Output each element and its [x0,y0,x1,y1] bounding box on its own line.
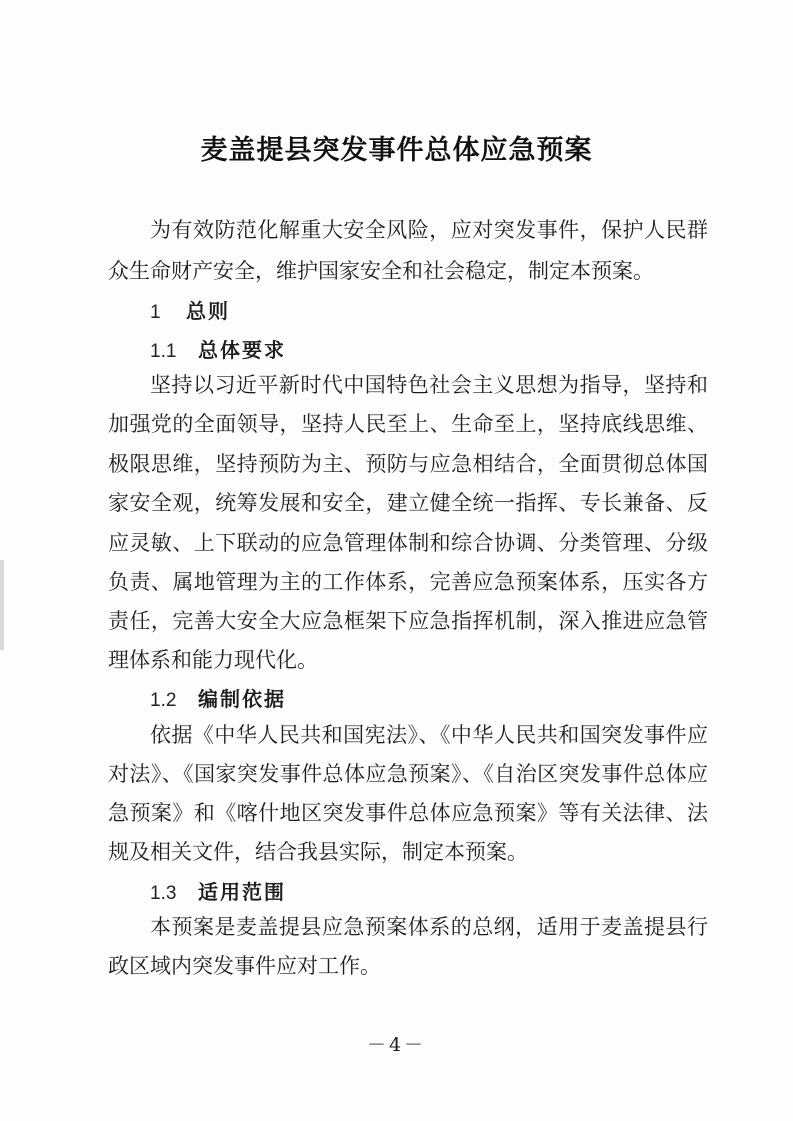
section-number: 1.2 [150,690,177,711]
scan-edge-mark [0,560,4,650]
section-heading-1-3 [150,876,286,910]
section-number: 1.3 [150,883,177,904]
paragraph-line: 政区域内突发事件应对工作。 [108,954,381,978]
paragraph-line: 本预案是麦盖提县应急预案体系的总纲，适用于麦盖提县行 [150,915,708,939]
paragraph-line: 责任，完善大安全大应急框架下应急指挥机制，深入推进应急管 [108,609,708,633]
section-title: 总则 [186,299,230,323]
paragraph-line: 理体系和能力现代化。 [108,648,318,672]
paragraph-line: 对法》、《国家突发事件总体应急预案》、《自治区突发事件总体应 [108,762,708,786]
paragraph-line: 规及相关文件，结合我县实际，制定本预案。 [108,840,528,864]
paragraph-line: 坚持以习近平新时代中国特色社会主义思想为指导，坚持和 [150,373,708,397]
section-title: 编制依据 [198,687,286,711]
intro-line-2: 众生命财产安全，维护国家安全和社会稳定，制定本预案。 [108,259,654,283]
paragraph-line: 极限思维，坚持预防为主、预防与应急相结合，全面贯彻总体国 [108,452,708,476]
section-heading-1-1 [150,334,286,368]
paragraph-line: 依据《中华人民共和国宪法》、《中华人民共和国突发事件应 [150,723,708,747]
section-title: 总体要求 [198,338,286,362]
section-heading-1 [150,295,230,329]
section-heading-1-2 [150,683,286,717]
section-title: 适用范围 [198,880,286,904]
page-number: －4－ [366,1034,427,1056]
section-number: 1.1 [150,341,177,362]
paragraph-line: 加强党的全面领导，坚持人民至上、生命至上，坚持底线思维、 [108,412,708,436]
paragraph-line: 急预案》和《喀什地区突发事件总体应急预案》等有关法律、法 [108,801,708,825]
paragraph-line: 负责、属地管理为主的工作体系，完善应急预案体系，压实各方 [108,570,708,594]
section-number: 1 [150,302,161,323]
intro-line-1: 为有效防范化解重大安全风险，应对突发事件，保护人民群 [150,218,708,242]
paragraph-line: 家安全观，统筹发展和安全，建立健全统一指挥、专长兼备、反 [108,491,708,515]
document-title: 麦盖提县突发事件总体应急预案 [200,135,593,166]
paragraph-line: 应灵敏、上下联动的应急管理体制和综合协调、分类管理、分级 [108,531,708,555]
